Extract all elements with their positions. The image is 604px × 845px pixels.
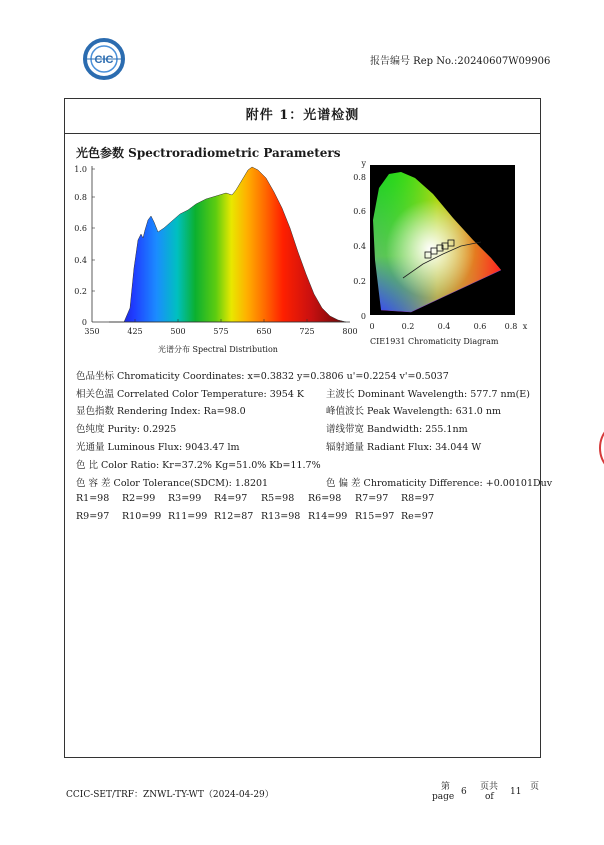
correlated-color-temperature: 相关色温 Correlated Color Temperature: 3954 K: [76, 389, 305, 400]
cie-y-label: y: [361, 160, 366, 168]
x-tick-6: 800: [342, 327, 358, 336]
r-value: R11=99: [168, 511, 208, 522]
cie-x-tick-0: 0: [369, 322, 375, 331]
form-code: CCIC-SET/TRF：ZNWL-TY-WT（2024-04-29）: [66, 790, 274, 800]
r-value: R15=97: [355, 511, 395, 522]
r-value: R2=99: [122, 493, 156, 504]
y-tick-2: 0.4: [74, 256, 87, 265]
of-word: of: [485, 792, 494, 802]
purity: 色纯度 Purity: 0.2925: [76, 424, 177, 435]
y-tick-1: 0.2: [74, 287, 87, 296]
r-value: R14=99: [308, 511, 348, 522]
peak-wavelength: 峰值波长 Peak Wavelength: 631.0 nm: [326, 406, 501, 417]
color-ratio: 色 比 Color Ratio: Kr=37.2% Kg=51.0% Kb=11.7%: [76, 460, 321, 471]
page-di: 第: [441, 782, 451, 792]
spectrum-area: [109, 167, 346, 322]
page-total-cn: 页共: [480, 782, 499, 792]
page-number: 6: [461, 787, 467, 797]
red-seal-stamp: [588, 418, 604, 478]
page-total: 11: [510, 787, 522, 797]
cie-y-tick-3: 0.6: [353, 207, 366, 216]
page-ye: 页: [530, 782, 540, 792]
cie-x-tick-3: 0.6: [473, 322, 487, 331]
r-value: R9=97: [76, 511, 110, 522]
r-value: R6=98: [308, 493, 342, 504]
y-tick-4: 0.8: [74, 193, 87, 202]
logo-text: CIC: [94, 54, 114, 66]
x-tick-0: 350: [84, 327, 100, 336]
color-tolerance: 色 容 差 Color Tolerance(SDCM): 1.8201: [76, 478, 269, 489]
r-value: Re=97: [401, 511, 434, 522]
r-value: R5=98: [261, 493, 295, 504]
section-title: 光色参数 Spectroradiometric Parameters: [76, 146, 341, 160]
cie-x-tick-4: 0.8: [504, 322, 518, 331]
cie-chromaticity-diagram: [353, 160, 533, 336]
x-tick-3: 575: [213, 327, 229, 336]
cie-y-tick-0: 0: [360, 312, 366, 321]
cie-x-label: x: [522, 322, 528, 331]
y-tick-5: 1.0: [74, 165, 87, 174]
x-tick-1: 425: [127, 327, 143, 336]
page-word: page: [432, 792, 455, 802]
bandwidth: 谱线带宽 Bandwidth: 255.1nm: [326, 424, 468, 435]
cie-x-tick-1: 0.2: [401, 322, 415, 331]
y-tick-3: 0.6: [74, 224, 87, 233]
r-value: R12=87: [214, 511, 254, 522]
cie-y-tick-2: 0.4: [353, 242, 366, 251]
luminous-flux: 光通量 Luminous Flux: 9043.47 lm: [76, 442, 240, 453]
chromaticity-coordinates: 色品坐标 Chromaticity Coordinates: x=0.3832 y=0.3806 u'=0.2254 v'=0.5037: [76, 371, 449, 382]
chromaticity-difference: 色 偏 差 Chromaticity Difference: +0.00101Duv: [326, 478, 553, 489]
spectrum-caption: 光谱分布 Spectral Distribution: [158, 345, 278, 354]
cie-x-tick-2: 0.4: [437, 322, 451, 331]
r-value: R1=98: [76, 493, 110, 504]
cie-y-tick-4: 0.8: [353, 173, 366, 182]
report-number: 报告编号 Rep No.:20240607W09906: [370, 56, 551, 67]
cie-caption: CIE1931 Chromaticity Diagram: [370, 337, 499, 346]
r-value: R13=98: [261, 511, 301, 522]
r-value: R7=97: [355, 493, 389, 504]
spectral-distribution-chart: [68, 158, 358, 340]
dominant-wavelength: 主波长 Dominant Wavelength: 577.7 nm(E): [326, 389, 530, 400]
annex-title: 附件 1：光谱检测: [64, 98, 541, 134]
r-value: R4=97: [214, 493, 248, 504]
ccic-logo: [82, 37, 126, 81]
x-tick-5: 725: [299, 327, 315, 336]
r-value: R8=97: [401, 493, 435, 504]
r-value: R3=99: [168, 493, 202, 504]
rendering-index: 显色指数 Rendering Index: Ra=98.0: [76, 406, 246, 417]
cie-y-tick-1: 0.2: [353, 277, 366, 286]
y-tick-0: 0: [81, 318, 87, 327]
r-value: R10=99: [122, 511, 162, 522]
x-tick-4: 650: [256, 327, 272, 336]
radiant-flux: 辐射通量 Radiant Flux: 34.044 W: [326, 442, 482, 453]
x-tick-2: 500: [170, 327, 186, 336]
